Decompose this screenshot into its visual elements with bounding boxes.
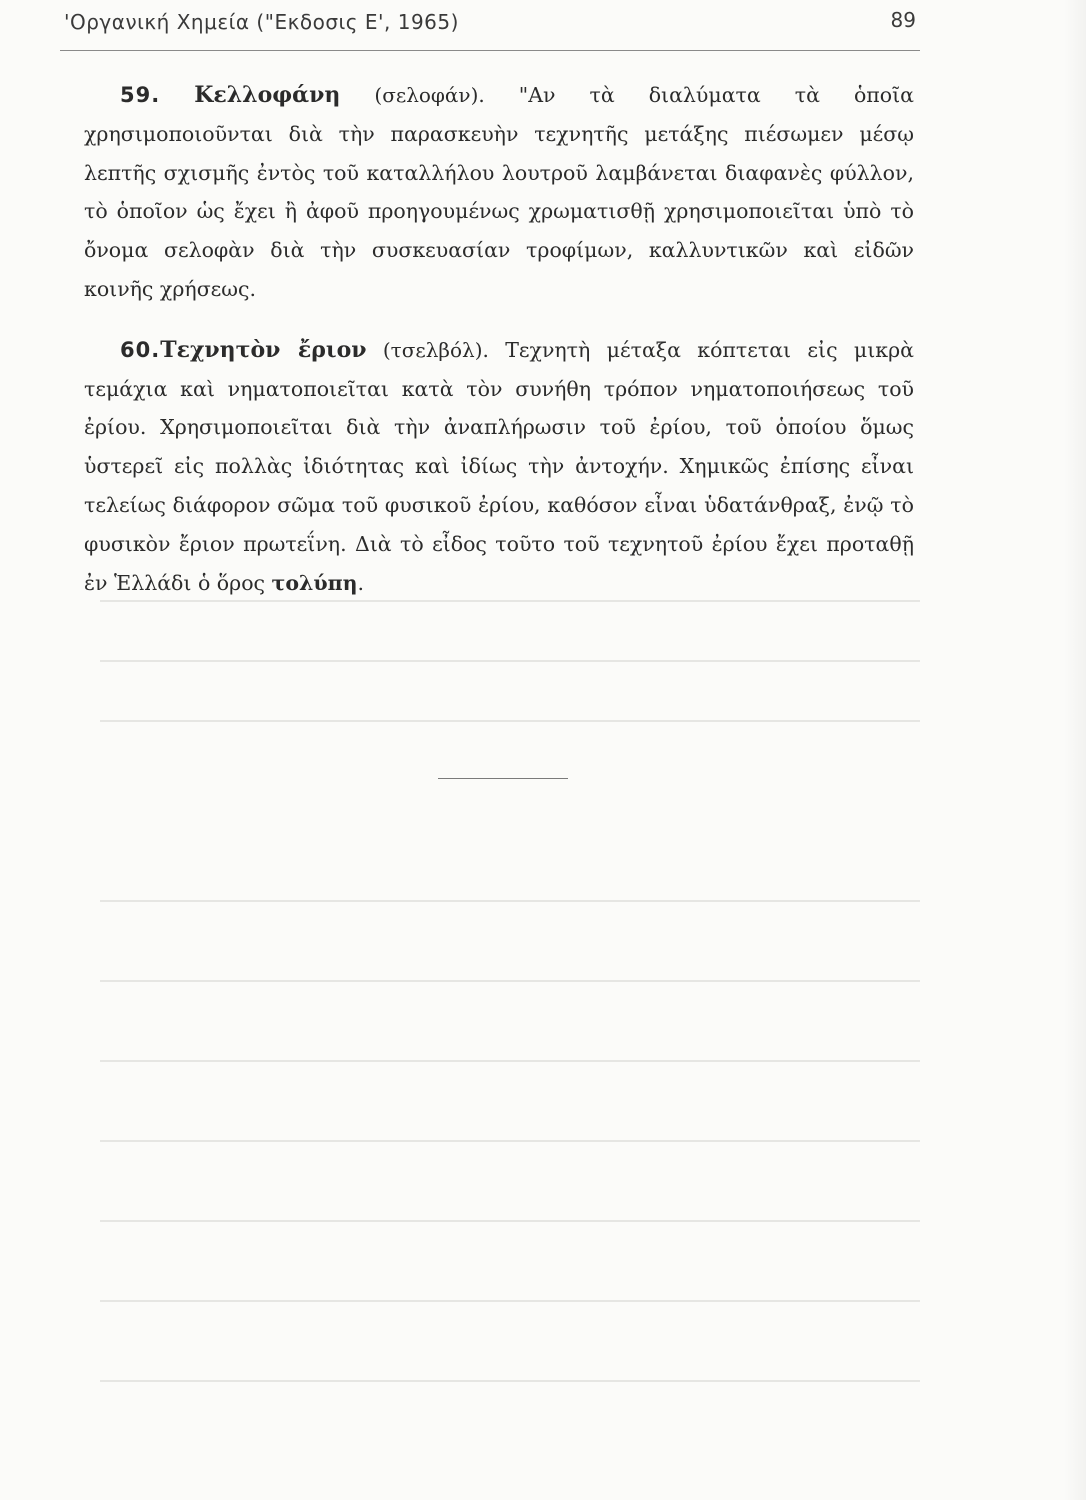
bleed-through-line [100,660,920,662]
page-header [64,10,916,50]
body-text [84,76,914,602]
entry-60 [84,331,914,603]
header-rule [60,50,920,51]
entry-number: 59. [120,83,161,107]
running-title: 'Οργανική Χημεία ("Εκδοσις Ε', 1965) [64,10,459,34]
entry-ending: . [357,570,365,595]
entry-alias: (σελοφάν). [374,83,485,107]
emphasized-term: τολύπη [271,570,358,595]
entry-title: Τεχνητὸν ἔριον [160,336,367,363]
entry-alias: (τσελβόλ). [382,337,489,362]
entry-text: Τεχνητὴ μέταξα κόπτεται εἰς μικρὰ τεμάχια καὶ νηματοποιεῖται κατὰ τὸν συνήθη τρόπον νηματοποιήσεως τοῦ ἐρίου. Χρησιμοποιεῖται διὰ τὴν ἀναπλήρωσιν τοῦ ἐρίου, τοῦ ὁποίου ὅμως ὑστερεῖ εἰς πολλὰς ἰδιότητας καὶ ἰδίως τὴν ἀντοχήν. Χημικῶς ἐπίσης εἶναι τελείως διάφορον σῶμα τοῦ φυσικοῦ ἐρίου, καθόσον εἶναι ὑδατάνθραξ, ἐνῷ τὸ φυσικὸν ἔριον πρωτεΐνη. Διὰ τὸ εἶδος τοῦτο τοῦ τεχνητοῦ ἐρίου ἔχει προταθῇ ἐν Ἑλλάδι ὁ ὅρος [84,337,914,595]
bleed-through-line [100,900,920,902]
bleed-through-line [100,1220,920,1222]
section-end-rule [438,778,568,779]
page-number: 89 [890,8,916,32]
page-edge-shade [1064,0,1086,1500]
entry-text: "Αν τὰ διαλύματα τὰ ὁποῖα χρησιμοποιοῦνται διὰ τὴν παρασκευὴν τεχνητῆς μετάξης πιέσωμεν μέσῳ λεπτῆς σχισμῆς ἐντὸς τοῦ καταλλήλου λουτροῦ λαμβάνεται διαφανὲς φύλλον, τὸ ὁποῖον ὡς ἔχει ἢ ἀφοῦ προηγουμένως χρωματισθῇ χρησιμοποιεῖται ὑπὸ τὸ ὄνομα σελοφὰν διὰ τὴν συσκευασίαν τροφίμων, καλλυντικῶν καὶ εἰδῶν κοινῆς χρήσεως. [84,83,914,301]
bleed-through-line [100,1300,920,1302]
entry-number: 60. [120,337,161,362]
bleed-through-line [100,1380,920,1382]
entry-59 [84,76,914,309]
bleed-through-line [100,720,920,722]
bleed-through-line [100,1140,920,1142]
bleed-through-line [100,1060,920,1062]
bleed-through-line [100,980,920,982]
entry-title: Κελλοφάνη [194,82,341,108]
bleed-through-line [100,600,920,602]
